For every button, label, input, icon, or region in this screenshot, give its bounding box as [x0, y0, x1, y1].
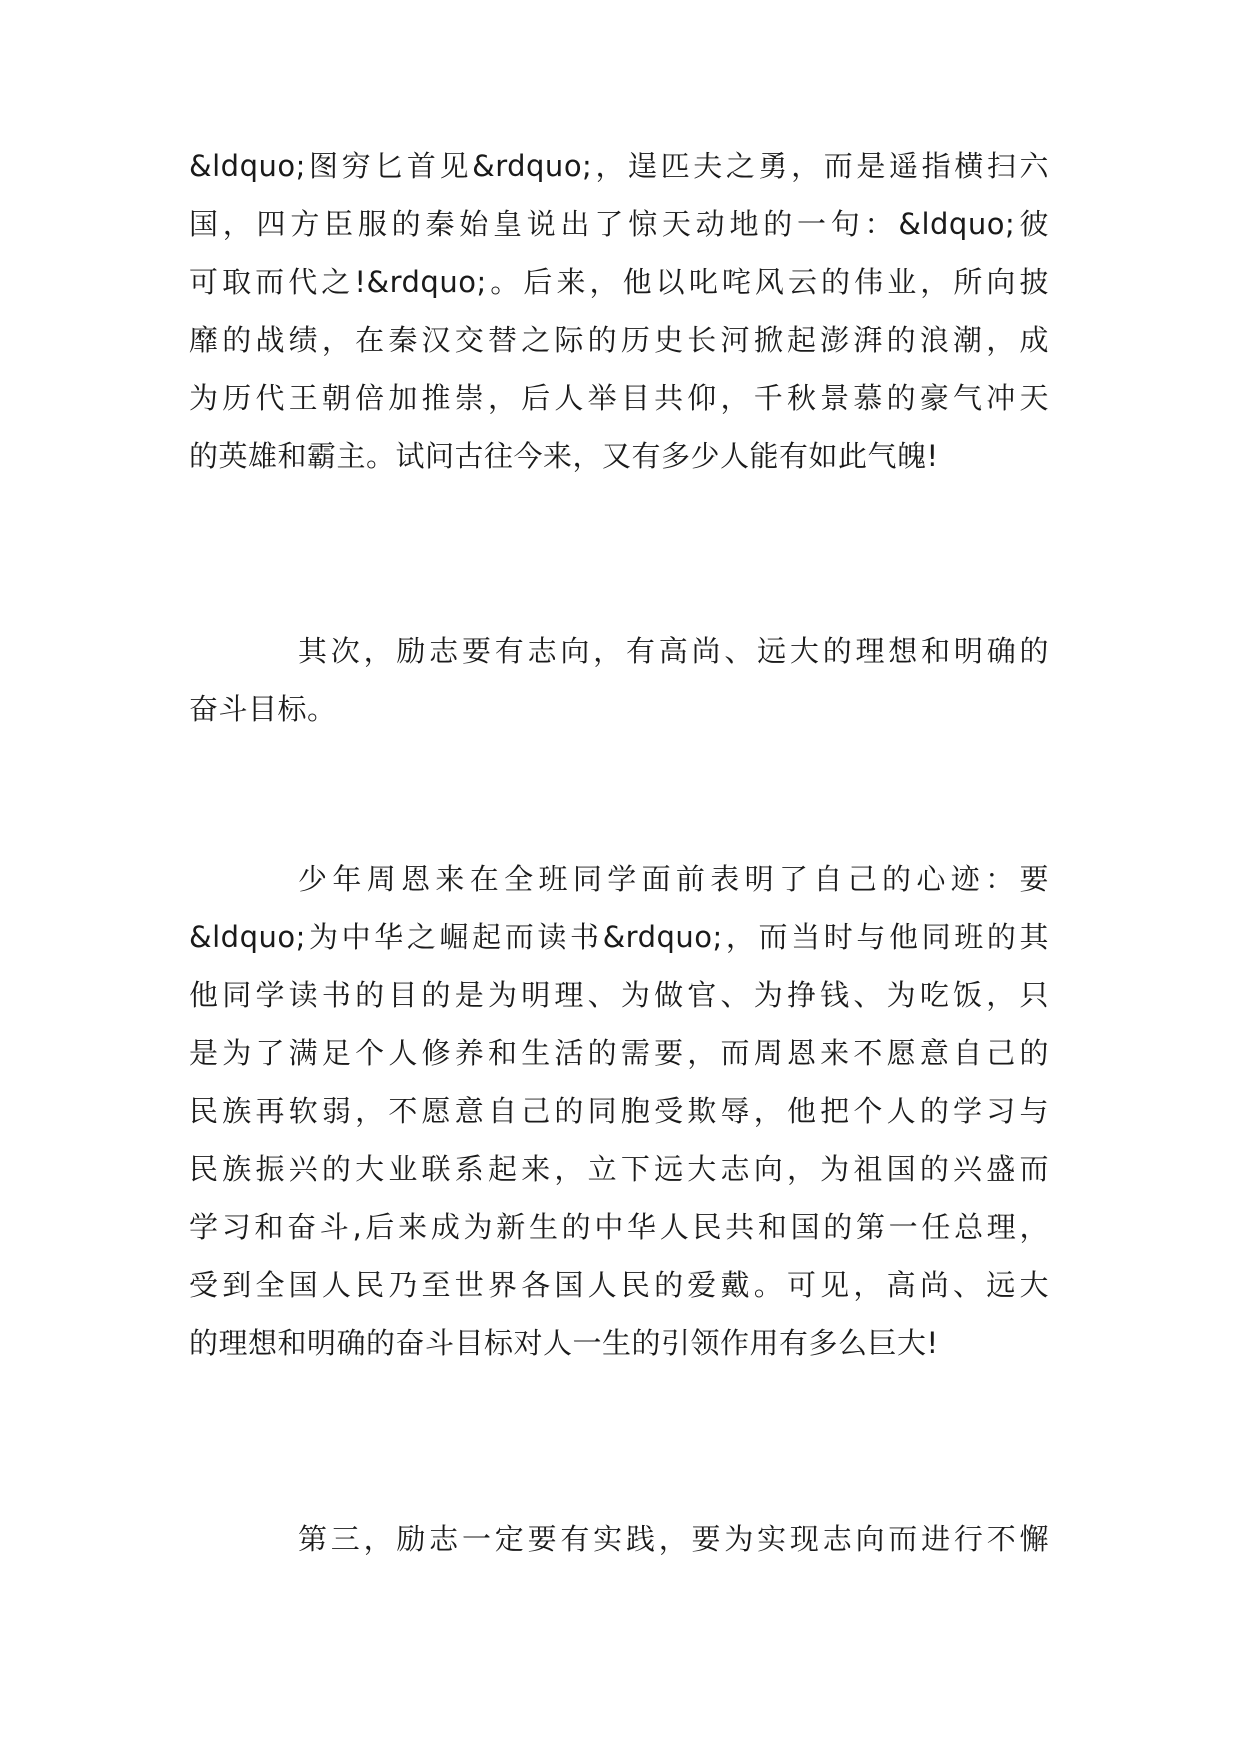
text-line: 的英雄和霸主。试问古往今来，又有多少人能有如此气魄!: [189, 439, 939, 473]
text-line: &ldquo;为中华之崛起而读书&rdquo;，而当时与他同班的其: [189, 920, 1049, 954]
paragraph-second-point: [189, 622, 1049, 738]
text-line: 学习和奋斗,后来成为新生的中华人民共和国的第一任总理，: [189, 1210, 1049, 1244]
text-line: 少年周恩来在全班同学面前表明了自己的心迹：要: [298, 862, 1049, 896]
text-line: 奋斗目标。: [189, 692, 337, 726]
text-line: 国，四方臣服的秦始皇说出了惊天动地的一句：&ldquo;彼: [189, 207, 1049, 241]
text-line: 他同学读书的目的是为明理、为做官、为挣钱、为吃饭，只: [189, 978, 1049, 1012]
text-line: 其次，励志要有志向，有高尚、远大的理想和明确的: [298, 634, 1049, 668]
paragraph-qin-shihuang: [189, 137, 1049, 485]
paragraph-zhou-enlai: [189, 850, 1049, 1372]
text-line: &ldquo;图穷匕首见&rdquo;，逞匹夫之勇，而是遥指横扫六: [189, 149, 1049, 183]
text-line: 第三，励志一定要有实践，要为实现志向而进行不懈: [298, 1522, 1049, 1556]
text-line: 可取而代之!&rdquo;。后来，他以叱咤风云的伟业，所向披: [189, 265, 1049, 299]
paragraph-third-point: [189, 1510, 1049, 1568]
text-line: 靡的战绩，在秦汉交替之际的历史长河掀起澎湃的浪潮，成: [189, 323, 1049, 357]
text-line: 是为了满足个人修养和生活的需要，而周恩来不愿意自己的: [189, 1036, 1049, 1070]
text-line: 民族再软弱，不愿意自己的同胞受欺辱，他把个人的学习与: [189, 1094, 1049, 1128]
text-line: 为历代王朝倍加推崇，后人举目共仰，千秋景慕的豪气冲天: [189, 381, 1049, 415]
text-line: 民族振兴的大业联系起来，立下远大志向，为祖国的兴盛而: [189, 1152, 1049, 1186]
text-line: 受到全国人民乃至世界各国人民的爱戴。可见，高尚、远大: [189, 1268, 1049, 1302]
text-line: 的理想和明确的奋斗目标对人一生的引领作用有多么巨大!: [189, 1326, 939, 1360]
